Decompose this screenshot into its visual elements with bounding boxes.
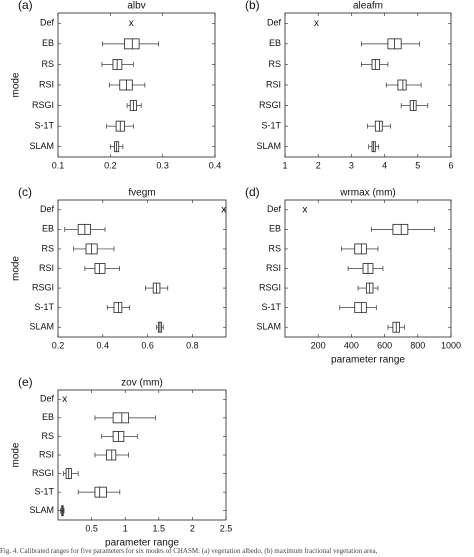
- panel-5-category-label: RSI: [38, 449, 54, 460]
- panel-3-box-S-1T: [107, 303, 129, 313]
- panel-1-category-label: RSI: [38, 79, 54, 90]
- panel-5-category-label: SLAM: [29, 505, 54, 516]
- panel-2-category-label: RSGI: [258, 99, 281, 110]
- panel-3-box-RS: [74, 244, 114, 254]
- panel-4-box-SLAM: [388, 322, 405, 332]
- panel-5-category-label: RSGI: [31, 467, 54, 478]
- panel-5-box-RS: [102, 431, 138, 441]
- panel-2-title: aleafm: [352, 0, 384, 12]
- panel-3-box-SLAM: [157, 322, 164, 332]
- panel-4-box-RS: [341, 244, 378, 254]
- panel-4-box-S-1T: [340, 303, 377, 313]
- panel-2-category-label: Def: [266, 17, 281, 28]
- panel-2-iqr-box: [398, 80, 406, 90]
- panel-2-box-RSGI: [401, 101, 428, 111]
- panel-5-xtick-label: 1.5: [152, 523, 166, 534]
- panel-4-xtick-label: 1000: [440, 340, 462, 351]
- panel-1-category-label: SLAM: [29, 141, 54, 152]
- panel-4-category-label: Def: [266, 204, 281, 215]
- panel-2-xtick-label: 1: [282, 160, 288, 171]
- panel-5-box-RSGI: [63, 469, 78, 479]
- panel-4-default-marker: x: [302, 204, 308, 216]
- panel-2-label: (b): [245, 0, 260, 13]
- panel-1-category-label: S-1T: [34, 120, 54, 131]
- panel-1-label: (a): [18, 0, 33, 13]
- panel-3-default-marker: x: [221, 204, 227, 216]
- panel-1-category-label: RS: [41, 58, 54, 69]
- panel-5-xtick-label: 0.5: [85, 523, 98, 534]
- panel-5-title: zov (mm): [121, 377, 163, 389]
- panel-1-box-RSI: [109, 80, 145, 90]
- panel-2-xtick-label: 5: [415, 160, 421, 171]
- panel-1-xtick-label: 0.4: [208, 160, 222, 171]
- panel-1-xtick-label: 0.1: [51, 160, 65, 171]
- panel-4-iqr-box: [355, 303, 367, 313]
- panel-3-iqr-box: [78, 224, 90, 234]
- panel-4-xlabel: parameter range: [331, 354, 405, 366]
- panel-3-xtick-label: 0.4: [96, 340, 110, 351]
- panel-2-category-label: RSI: [265, 79, 281, 90]
- panel-1-box-SLAM: [110, 142, 123, 152]
- panel-4-category-label: RSI: [265, 262, 281, 273]
- panel-1-category-label: RSGI: [31, 99, 54, 110]
- panel-4-box-RSI: [348, 264, 383, 274]
- panel-3-iqr-box: [114, 303, 122, 313]
- panel-3-category-label: RS: [41, 243, 54, 254]
- panel-2-plot-frame: [285, 13, 451, 157]
- panel-3-category-label: SLAM: [29, 321, 54, 332]
- panel-3-category-label: RSGI: [31, 282, 54, 293]
- panel-1-iqr-box: [124, 39, 139, 49]
- panel-3-label: (c): [18, 185, 32, 200]
- panel-1-box-S-1T: [107, 121, 134, 131]
- panel-3-iqr-box: [95, 264, 105, 274]
- panel-4-category-label: RSGI: [258, 282, 281, 293]
- panel-5-box-S-1T: [78, 487, 120, 497]
- panel-2-category-label: S-1T: [261, 120, 281, 131]
- panel-4-category-label: S-1T: [261, 302, 281, 313]
- panel-5-xtick-label: 1: [122, 523, 128, 534]
- panel-1-category-label: Def: [39, 17, 54, 28]
- panel-3-plot-frame: [58, 200, 226, 337]
- panel-3-category-label: Def: [39, 204, 54, 215]
- panel-4-xtick-label: 200: [310, 340, 326, 351]
- panel-4-iqr-box: [355, 244, 367, 254]
- panel-4-xtick-label: 800: [410, 340, 426, 351]
- panel-3-ylabel: mode: [10, 255, 22, 282]
- panel-3-title: fvegm: [128, 187, 156, 199]
- panel-1-default-marker: x: [128, 17, 134, 29]
- panel-2-category-label: SLAM: [256, 141, 281, 152]
- panel-5-iqr-box: [95, 487, 106, 497]
- panel-4-xtick-label: 400: [343, 340, 359, 351]
- figure-caption: Fig. 4. Calibrated ranges for five parameters for six modes of CHASM: (a) vegetation albedo, (b) maximum fractional vegetation area,: [0, 547, 378, 555]
- panel-2-xtick-label: 3: [348, 160, 354, 171]
- panel-5-plot-frame: [58, 390, 226, 520]
- panel-4-category-label: EB: [268, 223, 281, 234]
- panel-3-xtick-label: 0.8: [186, 340, 199, 351]
- panel-3-category-label: S-1T: [34, 302, 54, 313]
- panel-2-xtick-label: 2: [315, 160, 321, 171]
- panel-2-category-label: EB: [268, 38, 281, 49]
- panel-3-box-RSGI: [145, 283, 167, 293]
- panel-5-xtick-label: 2: [189, 523, 195, 534]
- panel-4-box-EB: [371, 224, 434, 234]
- panel-2-iqr-box: [372, 59, 380, 69]
- panel-2-category-label: RS: [268, 58, 281, 69]
- panel-2-box-RS: [361, 59, 388, 69]
- panel-1-box-EB: [102, 39, 158, 49]
- panel-4-category-label: RS: [268, 243, 281, 254]
- panel-4-label: (d): [245, 185, 260, 200]
- panel-5-ylabel: mode: [10, 442, 22, 468]
- panel-5-box-EB: [95, 413, 155, 423]
- panel-1-box-RSGI: [127, 101, 141, 111]
- panel-4-box-RSGI: [358, 283, 378, 293]
- panel-5-iqr-box: [113, 413, 128, 423]
- panel-2-xtick-label: 4: [382, 160, 388, 171]
- panel-1-iqr-box: [120, 80, 133, 90]
- panel-4-xtick-label: 600: [377, 340, 393, 351]
- panel-3-xtick-label: 0.2: [51, 340, 65, 351]
- panel-5-box-RSI: [95, 450, 129, 460]
- panel-5-iqr-box: [106, 450, 115, 460]
- panel-5-box-SLAM: [61, 506, 64, 516]
- panel-5-category-label: Def: [39, 393, 54, 404]
- panel-5-category-label: S-1T: [34, 486, 54, 497]
- panel-2-box-EB: [361, 39, 419, 49]
- panel-2-default-marker: x: [314, 17, 320, 29]
- panel-5-xlabel: parameter range: [105, 537, 179, 549]
- panel-5-xtick-label: 2.5: [219, 523, 233, 534]
- panel-3-box-RSI: [85, 264, 120, 274]
- panel-2-box-S-1T: [367, 121, 390, 131]
- panel-4-iqr-box: [393, 224, 408, 234]
- panel-2-box-RSI: [386, 80, 421, 90]
- panel-1-ylabel: mode: [10, 72, 22, 98]
- panel-2-box-SLAM: [369, 142, 379, 152]
- panel-3-category-label: RSI: [38, 262, 54, 273]
- panel-3-box-EB: [65, 224, 105, 234]
- panel-2-xtick-label: 6: [448, 160, 454, 171]
- panel-5-category-label: RS: [41, 430, 54, 441]
- panel-1-title: albv: [127, 0, 146, 12]
- panel-1-xtick-label: 0.3: [156, 160, 169, 171]
- panel-5-label: (e): [18, 375, 33, 390]
- panel-2-iqr-box: [375, 121, 382, 131]
- panel-5-default-marker: x: [62, 393, 68, 405]
- panel-3-xtick-label: 0.6: [141, 340, 154, 351]
- panel-3-category-label: EB: [41, 223, 54, 234]
- panel-4-title: wrmax (mm): [340, 187, 396, 199]
- panel-1-xtick-label: 0.2: [104, 160, 117, 171]
- panel-4-category-label: SLAM: [256, 321, 281, 332]
- panel-1-box-RS: [102, 59, 133, 69]
- panel-1-category-label: EB: [41, 38, 54, 49]
- panel-5-category-label: EB: [41, 412, 54, 423]
